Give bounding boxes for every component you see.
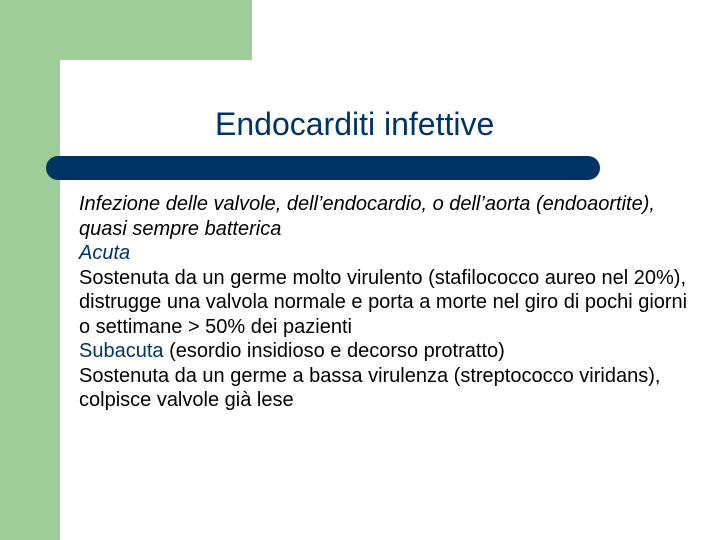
subacute-description: Sostenuta da un germe a bassa virulenza (streptococco viridans), colpisce valvole già lese [79, 364, 661, 411]
subacute-heading: Subacuta [79, 340, 164, 362]
subacute-note: (esordio insidioso e decorso protratto) [163, 340, 505, 362]
left-green-band [0, 0, 60, 540]
title-underline-bar [46, 156, 600, 180]
definition-paragraph: Infezione delle valvole, dell’endocardio, o dell’aorta (endoaortite), quasi sempre batterica [79, 193, 655, 240]
slide-body [79, 192, 689, 413]
acute-heading: Acuta [79, 242, 131, 264]
acute-description: Sostenuta da un germe molto virulento (stafilococco aureo nel 20%), distrugge una valvola normale e porta a morte nel giro di pochi giorni o settimane > 50% dei pazienti [79, 266, 688, 338]
top-green-band [0, 0, 252, 60]
subacute-paragraph [79, 339, 689, 364]
slide-title: Endocarditi infettive [215, 106, 495, 142]
